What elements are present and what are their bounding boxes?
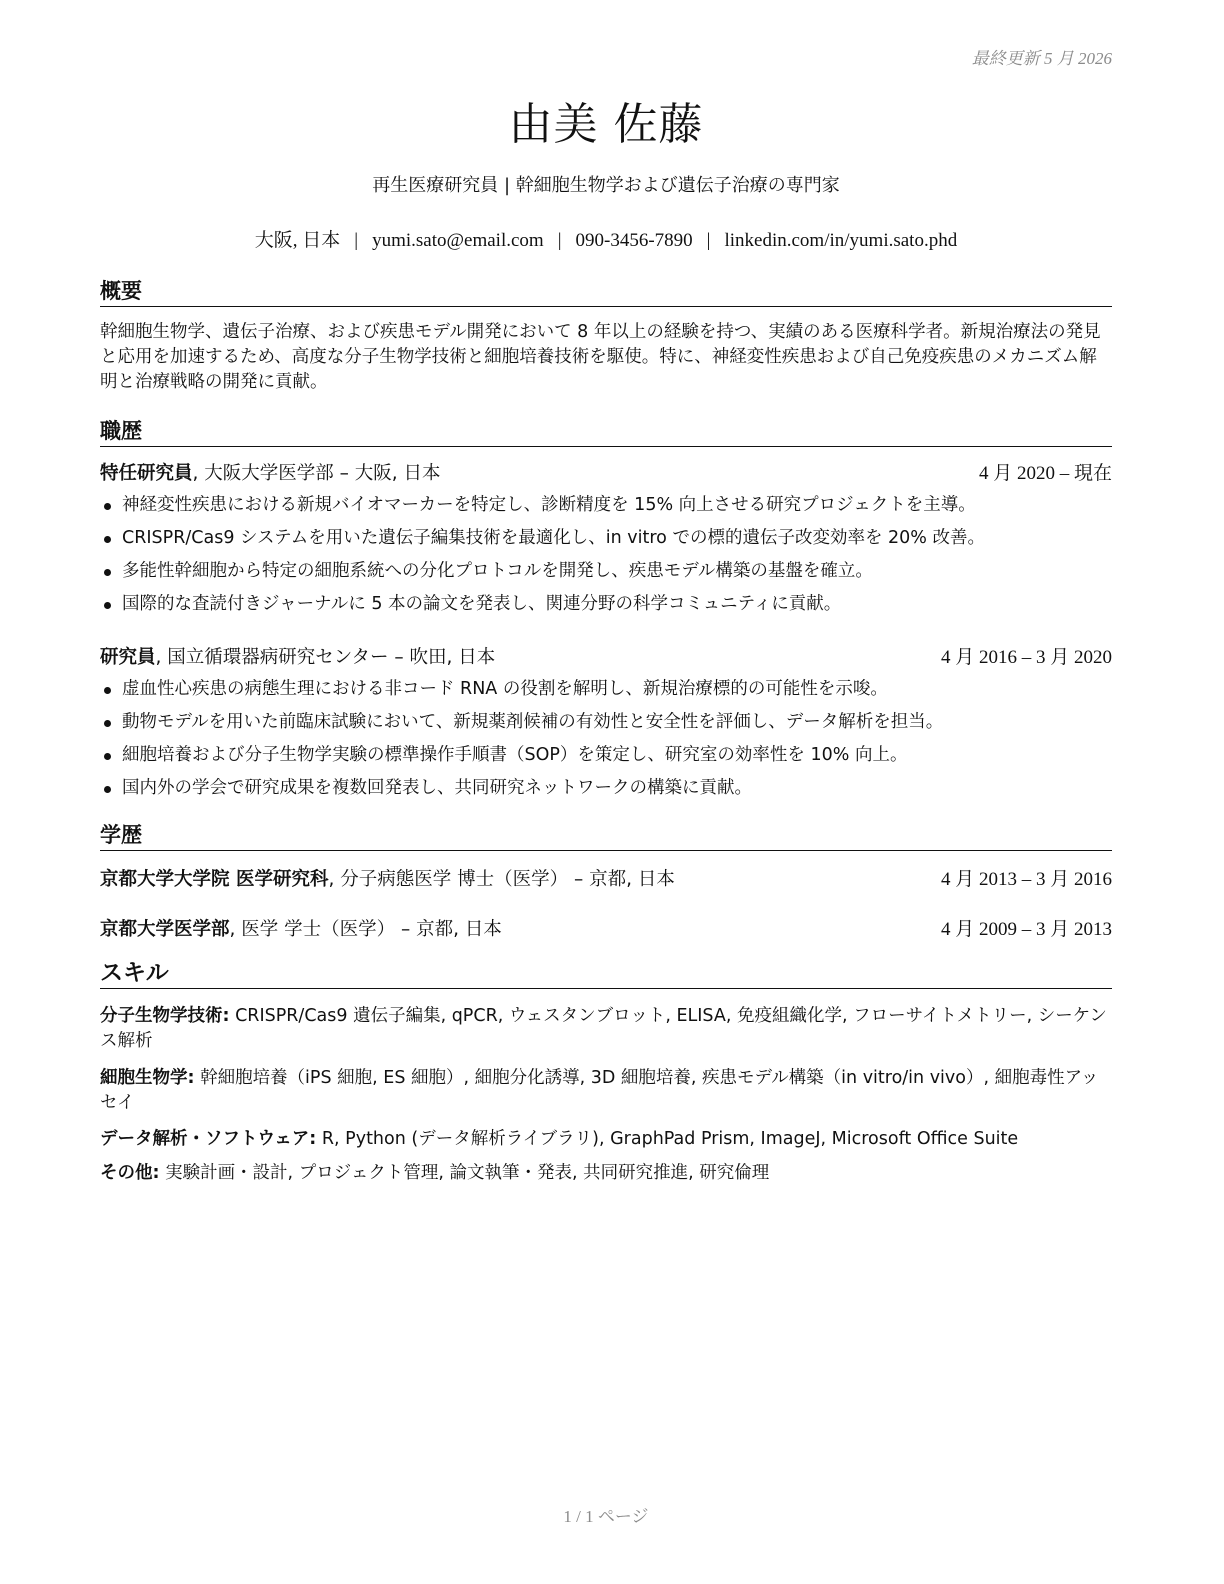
job-bullets <box>100 673 1112 805</box>
job-org: , 大阪大学医学部 – 大阪, 日本 <box>192 463 441 484</box>
tagline: 再生医療研究員 | 幹細胞生物学および遺伝子治療の専門家 <box>372 175 840 196</box>
contact-phone[interactable]: 090-3456-7890 <box>575 230 693 251</box>
bullet-icon <box>104 536 111 543</box>
degree-detail: , 分子病態医学 博士（医学） – 京都, 日本 <box>328 869 675 890</box>
contact-linkedin[interactable]: linkedin.com/in/yumi.sato.phd <box>724 230 958 251</box>
contact-email[interactable]: yumi.sato@email.com <box>372 230 544 251</box>
resume-page <box>100 0 1112 1584</box>
bullet-text: 国際的な査読付きジャーナルに 5 本の論文を発表し、関連分野の科学コミュニティに貢献。 <box>122 594 842 614</box>
skill-text: CRISPR/Cas9 遺伝子編集, qPCR, ウェスタンブロット, ELISA, 免疫組織化学, フローサイトメトリー, シーケンス解析 <box>100 1006 1107 1051</box>
skill-label: データ解析・ソフトウェア: <box>100 1129 317 1149</box>
skill-text: 幹細胞培養（iPS 細胞, ES 細胞）, 細胞分化誘導, 3D 細胞培養, 疾患モデル構築（in vitro/in vivo）, 細胞毒性アッセイ <box>100 1068 1099 1113</box>
bullet-text: 国内外の学会で研究成果を複数回発表し、共同研究ネットワークの構築に貢献。 <box>122 778 752 798</box>
bullet-item <box>100 522 1112 555</box>
bullet-icon <box>104 786 111 793</box>
bullet-item <box>100 588 1112 621</box>
bullet-text: CRISPR/Cas9 システムを用いた遺伝子編集技術を最適化し、in vitro での標的遺伝子改変効率を 20% 改善。 <box>122 528 985 548</box>
bullet-item <box>100 555 1112 588</box>
page-number: 1 / 1 ページ <box>563 1507 649 1526</box>
bullet-item <box>100 673 1112 706</box>
contact-location: 大阪, 日本 <box>254 230 341 251</box>
job-bullets <box>100 489 1112 621</box>
bullet-icon <box>104 753 111 760</box>
skill-label: 分子生物学技術: <box>100 1006 230 1026</box>
job-header <box>100 645 1112 671</box>
bullet-item <box>100 772 1112 805</box>
bullet-icon <box>104 602 111 609</box>
bullet-icon <box>104 720 111 727</box>
degree-detail: , 医学 学士（医学） – 京都, 日本 <box>229 919 502 940</box>
section-title-experience: 職歴 <box>100 419 1112 447</box>
school-name: 京都大学医学部 <box>100 919 230 940</box>
bullet-text: 神経変性疾患における新規バイオマーカーを特定し、診断精度を 15% 向上させる研究プロジェクトを主導。 <box>122 495 976 515</box>
bullet-text: 細胞培養および分子生物学実験の標準操作手順書（SOP）を策定し、研究室の効率性を 10% 向上。 <box>122 745 908 765</box>
job-dates: 4 月 2016 – 3 月 2020 <box>940 647 1112 668</box>
education-entry <box>100 867 1112 893</box>
skill-line <box>100 1004 1112 1054</box>
bullet-icon <box>104 687 111 694</box>
candidate-name: 由美 佐藤 <box>508 99 704 150</box>
skill-line <box>100 1127 1112 1152</box>
skill-line <box>100 1161 1112 1186</box>
bullet-text: 虚血性心疾患の病態生理における非コード RNA の役割を解明し、新規治療標的の可能性を示唆。 <box>122 679 888 699</box>
skill-text: 実験計画・設計, プロジェクト管理, 論文執筆・発表, 共同研究推進, 研究倫理 <box>159 1163 770 1183</box>
job-role: 研究員 <box>100 647 156 668</box>
job-role: 特任研究員 <box>100 463 193 484</box>
skill-label: その他: <box>100 1163 160 1183</box>
job-header <box>100 461 1112 487</box>
bullet-icon <box>104 503 111 510</box>
bullet-text: 多能性幹細胞から特定の細胞系統への分化プロトコルを開発し、疾患モデル構築の基盤を確立。 <box>122 561 873 581</box>
school-name: 京都大学大学院 医学研究科 <box>100 869 329 890</box>
job-dates: 4 月 2020 – 現在 <box>978 463 1112 484</box>
bullet-item <box>100 706 1112 739</box>
contact-separator: | <box>557 230 562 251</box>
section-title-summary: 概要 <box>100 279 1112 307</box>
bullet-text: 動物モデルを用いた前臨床試験において、新規薬剤候補の有効性と安全性を評価し、データ解析を担当。 <box>122 712 944 732</box>
skill-label: 細胞生物学: <box>100 1068 195 1088</box>
section-title-education: 学歴 <box>100 823 1112 851</box>
last-updated: 最終更新 5 月 2026 <box>971 49 1112 68</box>
contact-separator: | <box>706 230 711 251</box>
job-org: , 国立循環器病研究センター – 吹田, 日本 <box>155 647 496 668</box>
education-entry <box>100 917 1112 943</box>
education-dates: 4 月 2013 – 3 月 2016 <box>940 869 1112 890</box>
bullet-icon <box>104 569 111 576</box>
section-title-skills: スキル <box>100 961 1112 989</box>
bullet-item <box>100 739 1112 772</box>
contact-line <box>100 225 1112 252</box>
skill-text: R, Python (データ解析ライブラリ), GraphPad Prism, ImageJ, Microsoft Office Suite <box>316 1129 1019 1149</box>
contact-separator: | <box>354 230 359 251</box>
skill-line <box>100 1066 1112 1116</box>
bullet-item <box>100 489 1112 522</box>
education-dates: 4 月 2009 – 3 月 2013 <box>940 919 1112 940</box>
summary-text: 幹細胞生物学、遺伝子治療、および疾患モデル開発において 8 年以上の経験を持つ、実績のある医療科学者。新規治療法の発見と応用を加速するため、高度な分子生物学技術と細胞培養技術を駆使。特に、神経変性疾患および自己免疫疾患のメカニズム解明と治療戦略の開発に貢献。 <box>100 322 1101 392</box>
